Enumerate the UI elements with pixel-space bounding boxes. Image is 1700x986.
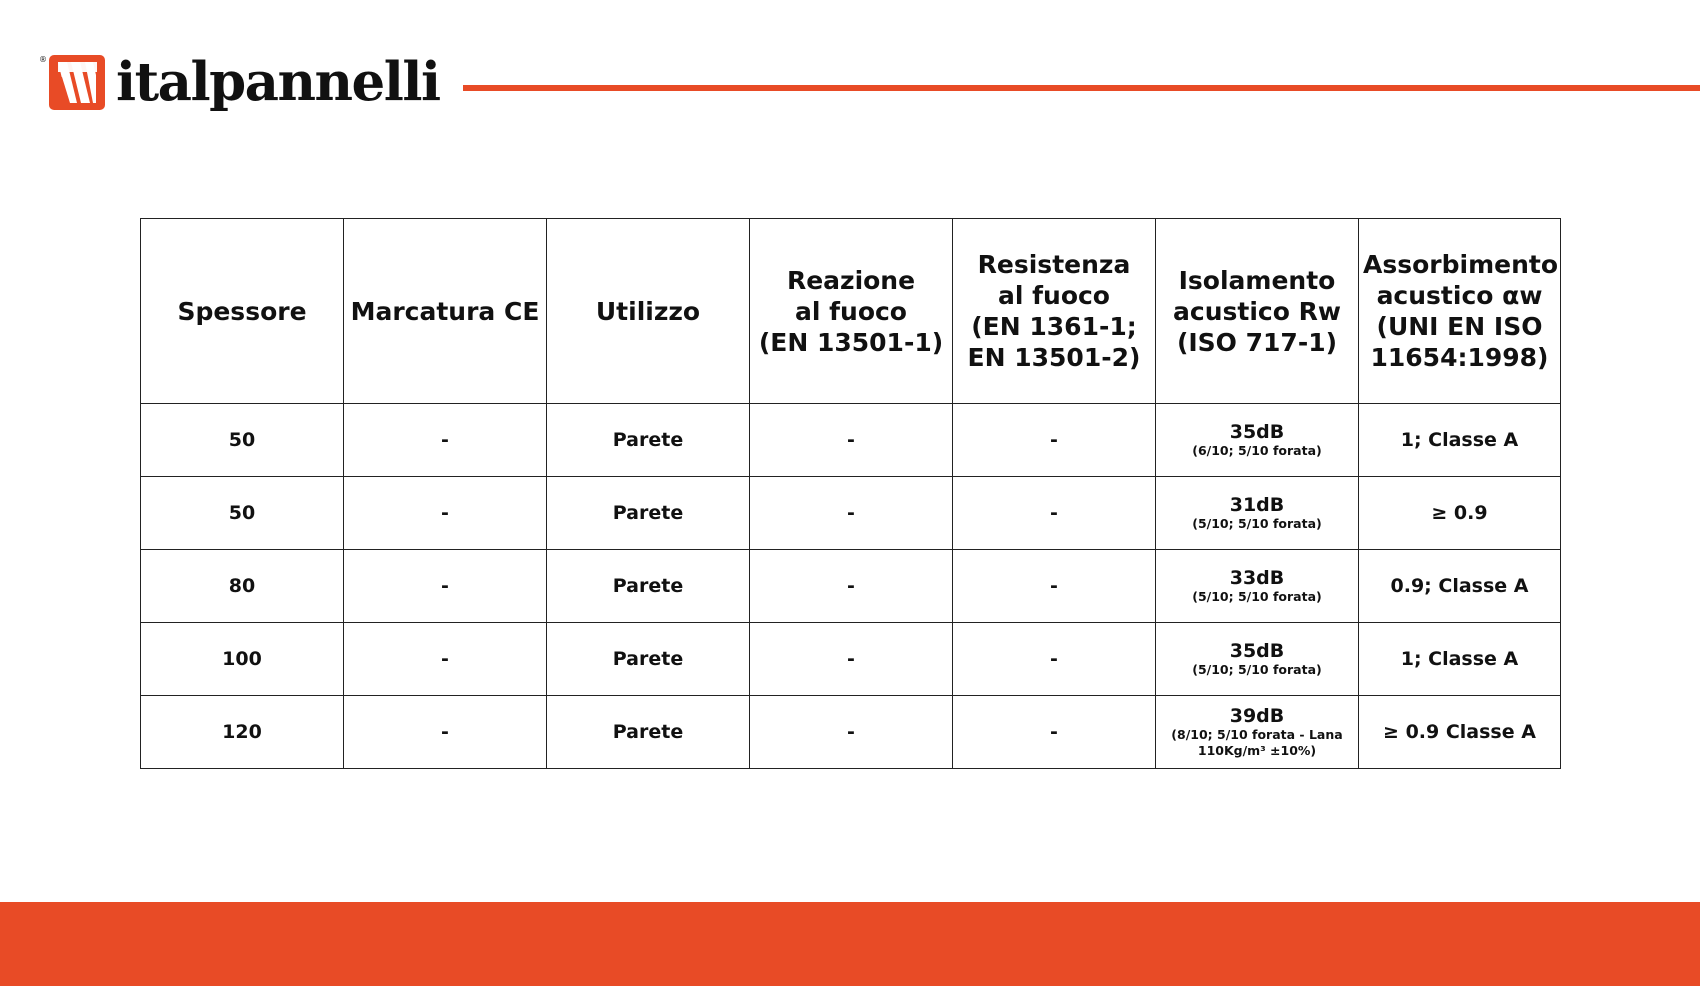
cell-assorbimento: ≥ 0.9 — [1359, 477, 1561, 550]
cell-utilizzo: Parete — [547, 550, 750, 623]
table-header-row — [141, 219, 1561, 404]
cell-isolamento — [1156, 404, 1359, 477]
isolamento-note: (5/10; 5/10 forata) — [1192, 515, 1322, 531]
specs-table — [140, 218, 1561, 769]
cell-resistenza: - — [953, 550, 1156, 623]
table-row — [141, 696, 1561, 769]
table-row — [141, 623, 1561, 696]
cell-marcatura: - — [344, 477, 547, 550]
header-assorbimento-acustico: Assorbimento acustico αw (UNI EN ISO 11654:1998) — [1359, 219, 1561, 404]
brand-name: italpannelli — [116, 51, 440, 113]
table-row — [141, 550, 1561, 623]
cell-marcatura: - — [344, 550, 547, 623]
cell-assorbimento: 1; Classe A — [1359, 404, 1561, 477]
isolamento-value: 35dB — [1229, 639, 1285, 662]
cell-resistenza: - — [953, 404, 1156, 477]
table-row — [141, 477, 1561, 550]
italpannelli-logo-icon — [49, 55, 105, 110]
cell-utilizzo: Parete — [547, 477, 750, 550]
cell-spessore: 120 — [141, 696, 344, 769]
cell-spessore: 80 — [141, 550, 344, 623]
cell-spessore: 50 — [141, 477, 344, 550]
header-marcatura-ce: Marcatura CE — [344, 219, 547, 404]
cell-marcatura: - — [344, 696, 547, 769]
isolamento-note: (8/10; 5/10 forata - Lana — [1171, 726, 1343, 742]
cell-spessore: 50 — [141, 404, 344, 477]
registered-mark: ® — [39, 55, 47, 64]
cell-utilizzo: Parete — [547, 404, 750, 477]
cell-assorbimento: 0.9; Classe A — [1359, 550, 1561, 623]
cell-isolamento — [1156, 623, 1359, 696]
cell-utilizzo: Parete — [547, 623, 750, 696]
cell-resistenza: - — [953, 477, 1156, 550]
isolamento-note: (5/10; 5/10 forata) — [1192, 661, 1322, 677]
cell-isolamento — [1156, 477, 1359, 550]
isolamento-note: (5/10; 5/10 forata) — [1192, 588, 1322, 604]
header-isolamento-acustico: Isolamento acustico Rw (ISO 717-1) — [1156, 219, 1359, 404]
header-resistenza-fuoco: Resistenza al fuoco (EN 1361-1; EN 13501-2) — [953, 219, 1156, 404]
cell-spessore: 100 — [141, 623, 344, 696]
header-reazione-fuoco: Reazione al fuoco (EN 13501-1) — [750, 219, 953, 404]
header-divider — [463, 85, 1700, 91]
header-spessore: Spessore — [141, 219, 344, 404]
cell-reazione: - — [750, 404, 953, 477]
footer-bar — [0, 902, 1700, 986]
cell-reazione: - — [750, 623, 953, 696]
cell-assorbimento: 1; Classe A — [1359, 623, 1561, 696]
isolamento-value: 39dB — [1229, 704, 1285, 727]
cell-resistenza: - — [953, 623, 1156, 696]
cell-utilizzo: Parete — [547, 696, 750, 769]
cell-resistenza: - — [953, 696, 1156, 769]
cell-isolamento — [1156, 550, 1359, 623]
cell-reazione: - — [750, 696, 953, 769]
cell-isolamento — [1156, 696, 1359, 769]
isolamento-value: 33dB — [1229, 566, 1285, 589]
isolamento-note-line2: 110Kg/m³ ±10%) — [1197, 742, 1317, 758]
cell-assorbimento: ≥ 0.9 Classe A — [1359, 696, 1561, 769]
cell-marcatura: - — [344, 623, 547, 696]
cell-reazione: - — [750, 477, 953, 550]
header-utilizzo: Utilizzo — [547, 219, 750, 404]
isolamento-note: (6/10; 5/10 forata) — [1192, 442, 1322, 458]
isolamento-value: 35dB — [1229, 420, 1285, 443]
table-row — [141, 404, 1561, 477]
isolamento-value: 31dB — [1229, 493, 1285, 516]
cell-marcatura: - — [344, 404, 547, 477]
cell-reazione: - — [750, 550, 953, 623]
page-header — [0, 0, 1700, 140]
